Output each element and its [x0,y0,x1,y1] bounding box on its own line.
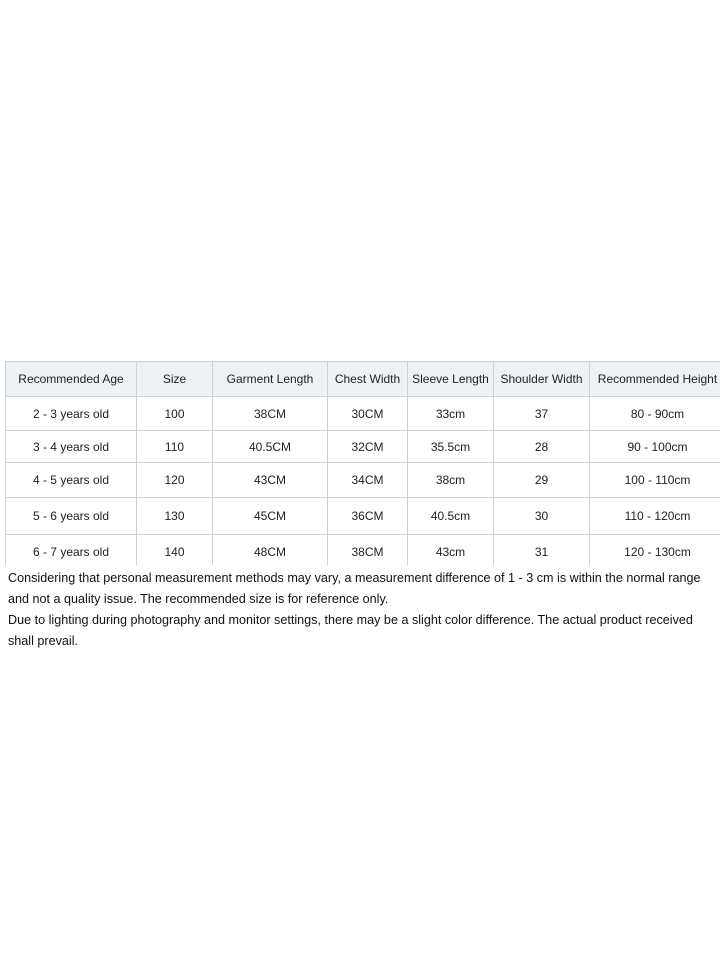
header-size: Size [137,362,213,397]
header-sleeve-length: Sleeve Length [408,362,494,397]
cell-chest-width: 30CM [328,397,408,431]
cell-garment-length: 48CM [213,535,328,566]
cell-age: 5 - 6 years old [6,498,137,535]
table-row [6,431,720,463]
cell-recommended-height: 80 - 90cm [590,397,720,431]
cell-recommended-height: 120 - 130cm [590,535,720,566]
cell-sleeve-length: 33cm [408,397,494,431]
cell-age: 2 - 3 years old [6,397,137,431]
cell-size: 110 [137,431,213,463]
header-garment-length: Garment Length [213,362,328,397]
header-recommended-height: Recommended Height [590,362,720,397]
cell-sleeve-length: 43cm [408,535,494,566]
cell-garment-length: 45CM [213,498,328,535]
size-notes [8,568,718,652]
cell-chest-width: 38CM [328,535,408,566]
cell-age: 4 - 5 years old [6,463,137,498]
cell-shoulder-width: 30 [494,498,590,535]
cell-size: 130 [137,498,213,535]
cell-chest-width: 34CM [328,463,408,498]
table-row [6,535,720,566]
cell-shoulder-width: 29 [494,463,590,498]
table-row [6,463,720,498]
color-note: Due to lighting during photography and monitor settings, there may be a slight color difference. The actual product received shall prevail. [8,613,693,648]
cell-garment-length: 43CM [213,463,328,498]
cell-age: 3 - 4 years old [6,431,137,463]
table-row [6,498,720,535]
cell-size: 100 [137,397,213,431]
cell-garment-length: 38CM [213,397,328,431]
size-table [5,361,720,565]
cell-shoulder-width: 37 [494,397,590,431]
cell-chest-width: 36CM [328,498,408,535]
cell-recommended-height: 90 - 100cm [590,431,720,463]
cell-sleeve-length: 35.5cm [408,431,494,463]
table-header-row [6,362,720,397]
cell-garment-length: 40.5CM [213,431,328,463]
cell-sleeve-length: 38cm [408,463,494,498]
cell-shoulder-width: 28 [494,431,590,463]
header-shoulder-width: Shoulder Width [494,362,590,397]
cell-recommended-height: 100 - 110cm [590,463,720,498]
measurement-note: Considering that personal measurement methods may vary, a measurement difference of 1 - 3 cm is within the normal range and not a quality issue. The recommended size is for reference only. [8,571,701,606]
size-chart [5,361,720,565]
cell-chest-width: 32CM [328,431,408,463]
cell-recommended-height: 110 - 120cm [590,498,720,535]
cell-sleeve-length: 40.5cm [408,498,494,535]
cell-size: 140 [137,535,213,566]
table-row [6,397,720,431]
cell-shoulder-width: 31 [494,535,590,566]
header-recommended-age: Recommended Age [6,362,137,397]
cell-age: 6 - 7 years old [6,535,137,566]
header-chest-width: Chest Width [328,362,408,397]
cell-size: 120 [137,463,213,498]
